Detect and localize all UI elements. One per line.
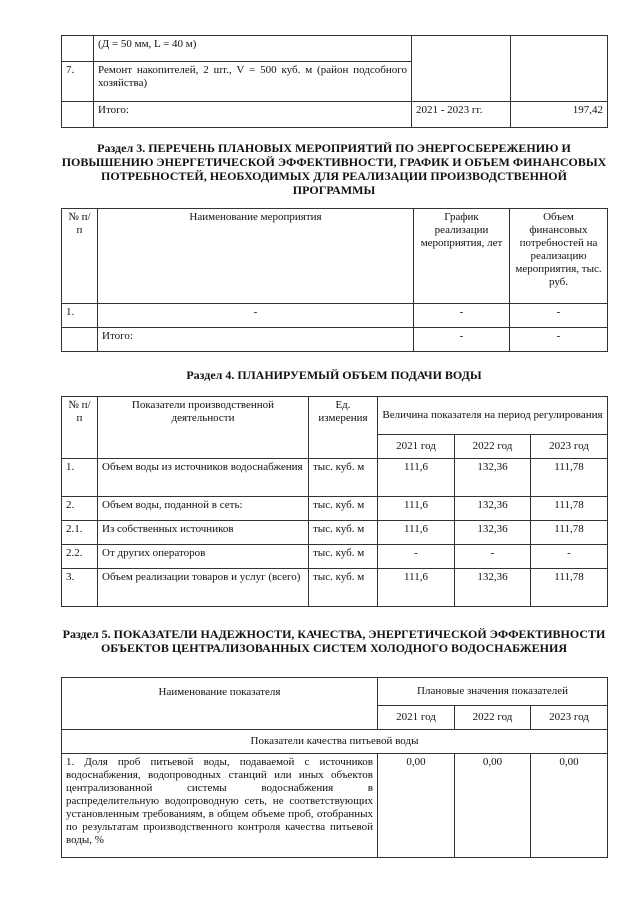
cell: 1. — [62, 459, 98, 497]
cell: - — [414, 328, 510, 352]
cell: 0,00 — [455, 754, 531, 858]
cell: Показатели качества питьевой воды — [62, 730, 608, 754]
cell: Объем финансовых потребностей на реализацию мероприятия, тыс. руб. — [510, 209, 608, 304]
cell: 2021 год — [378, 435, 455, 459]
cell: (Д = 50 мм, L = 40 м) — [94, 36, 412, 62]
top-table — [61, 35, 608, 128]
cell: 111,78 — [531, 569, 608, 607]
cell: 2023 год — [531, 435, 608, 459]
cell — [62, 328, 98, 352]
section4-table — [61, 396, 608, 607]
cell: Ед. измерения — [309, 397, 378, 459]
cell: - — [455, 545, 531, 569]
cell: - — [510, 304, 608, 328]
cell: 132,36 — [455, 497, 531, 521]
cell: 7. — [62, 62, 94, 102]
cell: тыс. куб. м — [309, 545, 378, 569]
cell: 0,00 — [378, 754, 455, 858]
cell: 111,6 — [378, 521, 455, 545]
cell: Объем воды, поданной в сеть: — [98, 497, 309, 521]
cell: тыс. куб. м — [309, 569, 378, 607]
cell: - — [98, 304, 414, 328]
cell: 1. Доля проб питьевой воды, подаваемой с источников водоснабжения, водопроводных станций или иных объектов централизованной системы водоснабжения в распределительную водопроводную сеть, не соответствующих установленным требованиям, в общем объеме проб, отобранных по результатам производственного контроля качества питьевой воды, % — [62, 754, 378, 858]
cell: Плановые значения показателей — [378, 678, 608, 706]
cell: 132,36 — [455, 569, 531, 607]
cell: - — [414, 304, 510, 328]
cell: От других операторов — [98, 545, 309, 569]
section5-table — [61, 677, 608, 858]
cell — [62, 36, 94, 62]
cell: - — [378, 545, 455, 569]
cell: тыс. куб. м — [309, 521, 378, 545]
cell: Величина показателя на период регулирования — [378, 397, 608, 435]
cell — [412, 36, 511, 102]
cell: 0,00 — [531, 754, 608, 858]
cell: 2.2. — [62, 545, 98, 569]
cell: Итого: — [98, 328, 414, 352]
cell: 111,78 — [531, 521, 608, 545]
cell: 111,6 — [378, 497, 455, 521]
cell: 197,42 — [511, 102, 608, 128]
cell: № п/п — [62, 397, 98, 459]
cell: 111,78 — [531, 497, 608, 521]
cell: 3. — [62, 569, 98, 607]
cell: Ремонт накопителей, 2 шт., V = 500 куб. м (район подсобного хозяйства) — [94, 62, 412, 102]
cell: 1. — [62, 304, 98, 328]
cell: - — [510, 328, 608, 352]
cell: Из собственных источников — [98, 521, 309, 545]
cell: 2021 год — [378, 706, 455, 730]
cell: тыс. куб. м — [309, 459, 378, 497]
cell: тыс. куб. м — [309, 497, 378, 521]
cell: 2022 год — [455, 706, 531, 730]
cell: 2.1. — [62, 521, 98, 545]
cell: 2023 год — [531, 706, 608, 730]
cell: Итого: — [94, 102, 412, 128]
section3-table — [61, 208, 608, 352]
cell: Показатели производственной деятельности — [98, 397, 309, 459]
cell — [62, 102, 94, 128]
cell: 111,78 — [531, 459, 608, 497]
section5-title: Раздел 5. ПОКАЗАТЕЛИ НАДЕЖНОСТИ, КАЧЕСТВА, ЭНЕРГЕТИЧЕСКОЙ ЭФФЕКТИВНОСТИ ОБЪЕКТОВ ЦЕНТРАЛИЗОВАННЫХ СИСТЕМ ХОЛОДНОГО ВОДОСНАБЖЕНИЯ — [62, 627, 606, 655]
cell: - — [531, 545, 608, 569]
cell: 2. — [62, 497, 98, 521]
cell — [511, 36, 608, 102]
cell: 132,36 — [455, 459, 531, 497]
cell: Объем воды из источников водоснабжения — [98, 459, 309, 497]
cell: 111,6 — [378, 459, 455, 497]
cell: 111,6 — [378, 569, 455, 607]
cell: 132,36 — [455, 521, 531, 545]
cell: 2022 год — [455, 435, 531, 459]
cell: 2021 - 2023 гг. — [412, 102, 511, 128]
section3-title: Раздел 3. ПЕРЕЧЕНЬ ПЛАНОВЫХ МЕРОПРИЯТИЙ ПО ЭНЕРГОСБЕРЕЖЕНИЮ И ПОВЫШЕНИЮ ЭНЕРГЕТИЧЕСКОЙ ЭФФЕКТИВНОСТИ, ГРАФИК И ОБЪЕМ ФИНАНСОВЫХ ПОТРЕБНОСТЕЙ, НЕОБХОДИМЫХ ДЛЯ РЕАЛИЗАЦИИ ПРОИЗВОДСТВЕННОЙ ПРОГРАММЫ — [61, 141, 607, 197]
cell: Наименование показателя — [62, 678, 378, 730]
section4-title: Раздел 4. ПЛАНИРУЕМЫЙ ОБЪЕМ ПОДАЧИ ВОДЫ — [186, 368, 482, 382]
cell: № п/п — [62, 209, 98, 304]
cell: Наименование мероприятия — [98, 209, 414, 304]
cell: График реализации мероприятия, лет — [414, 209, 510, 304]
cell: Объем реализации товаров и услуг (всего) — [98, 569, 309, 607]
